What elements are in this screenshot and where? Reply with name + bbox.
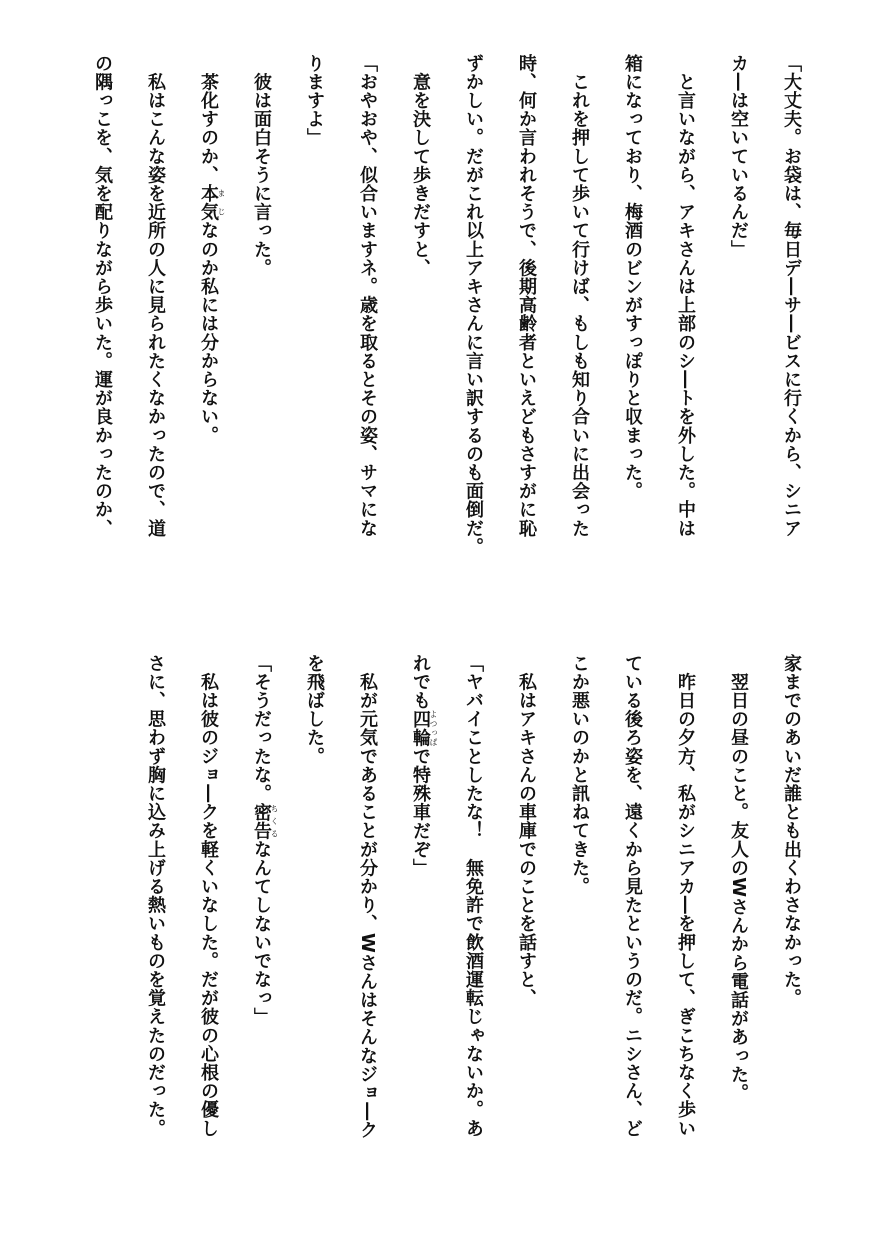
text-line: 私は彼のジョ―クを軽くいなした。だが彼の心根の優し bbox=[198, 654, 219, 1138]
text-line: 箱になっており、梅酒のビンがすっぽりと収まった。 bbox=[622, 54, 643, 501]
ruby-base: 本気 bbox=[198, 184, 219, 222]
text-line: 私が元気であることが分かり、Wさんはそんなジョ―ク bbox=[357, 654, 378, 1140]
text-line: 意を決して歩きだすと、 bbox=[410, 54, 431, 278]
ruby-base: 密告 bbox=[251, 802, 272, 841]
text-line: の隅っこを、気を配りながら歩いた。運が良かったのか、 bbox=[92, 54, 113, 538]
ruby-mikkoku bbox=[251, 802, 279, 841]
text-line: 家までのあいだ誰とも出くわさなかった。 bbox=[781, 654, 802, 1008]
text-line: ずかしい。だがこれ以上アキさんに言い訳するのも面倒だ。 bbox=[463, 54, 484, 557]
text-line: 「大丈夫。お袋は、毎日デ―サ―ビスに行くから、シニア bbox=[781, 54, 802, 538]
text-line-ruby-mikkoku: 「そうだったな。密告ちくるなんてしないでなっ」 bbox=[251, 654, 279, 1027]
text-line: 時、何か言われそうで、後期高齢者といえどもさすがに恥 bbox=[516, 54, 537, 538]
ruby-yontsuba bbox=[410, 709, 438, 748]
text-line: さに、思わず胸に込み上げる熱いものを覚えたのだった。 bbox=[145, 654, 166, 1138]
text-line: 「ヤバイことしたな！ 無免許で飲酒運転じゃないか。あ bbox=[463, 654, 484, 1138]
text-block-bottom bbox=[58, 654, 818, 1214]
text-line: 私はこんな姿を近所の人に見られたくなかったので、道 bbox=[145, 54, 166, 538]
ruby-honki bbox=[198, 184, 226, 222]
text-line: りますよ」 bbox=[304, 54, 325, 147]
text-line-ruby-yontsuba: れでも四輪よつっぱで特殊車だぞ」 bbox=[410, 654, 438, 878]
ruby-reading: まじ bbox=[217, 184, 226, 222]
text-line: カ―は空いているんだ」 bbox=[728, 54, 749, 259]
ruby-reading: ちくる bbox=[270, 802, 279, 840]
text-line: これを押して歩いて行けば、もしも知り合いに出会った bbox=[569, 54, 590, 538]
text-line: 「おやおや、似合いますネ。歳を取るとその姿、サマにな bbox=[357, 54, 378, 538]
text-line: を飛ばした。 bbox=[304, 654, 325, 766]
text-line: 彼は面白そうに言った。 bbox=[251, 54, 272, 278]
text-block-top bbox=[58, 54, 818, 614]
text-line: ている後ろ姿を、遠くから見たというのだ。ニシさん、ど bbox=[622, 654, 643, 1138]
text-line: こか悪いのかと訊ねてきた。 bbox=[569, 654, 590, 896]
ruby-base: 四輪 bbox=[410, 709, 431, 748]
text-line: 私はアキさんの車庫でのことを話すと、 bbox=[516, 654, 537, 1008]
text-line-ruby-honki: 茶化すのか、本気まじなのか私には分からない。 bbox=[198, 54, 226, 445]
ruby-reading: よつっぱ bbox=[429, 709, 438, 747]
text-line: と言いながら、アキさんは上部のシ―トを外した。中は bbox=[675, 54, 696, 538]
text-line: 翌日の昼のこと。友人のWさんから電話があった。 bbox=[728, 654, 749, 1103]
text-line: 昨日の夕方、私がシニアカ―を押して、ぎこちなく歩い bbox=[675, 654, 696, 1138]
